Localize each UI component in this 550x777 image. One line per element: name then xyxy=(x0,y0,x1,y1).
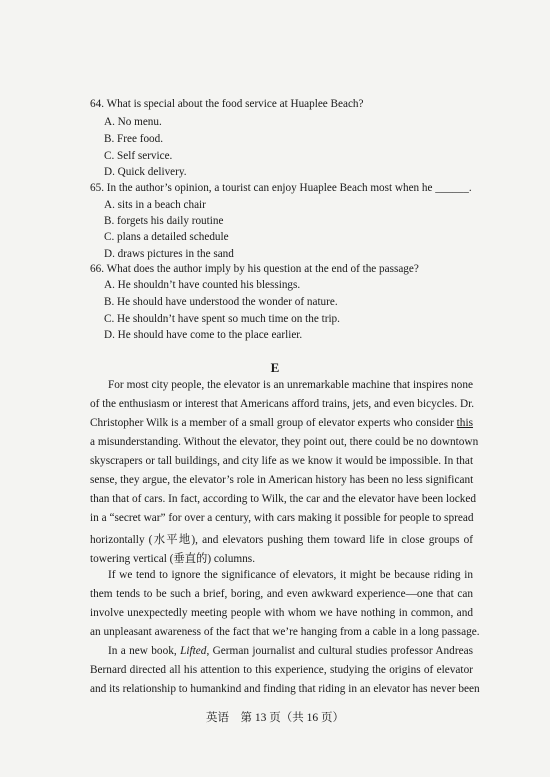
underlined-word-this: this xyxy=(456,417,473,429)
question-64-option-a: A. No menu. xyxy=(104,116,162,128)
question-66-option-b: B. He should have understood the wonder of nature. xyxy=(104,296,338,308)
book-title: Lifted xyxy=(180,645,207,657)
question-64-stem: 64. What is special about the food service at Huaplee Beach? xyxy=(90,98,364,110)
question-65-option-a: A. sits in a beach chair xyxy=(104,199,206,211)
passage-p3-text: In a new book, xyxy=(108,645,177,657)
question-64-option-c: C. Self service. xyxy=(104,150,173,162)
question-66-option-d: D. He should have come to the place earlier. xyxy=(104,329,303,341)
question-66-option-c: C. He shouldn’t have spent so much time on the trip. xyxy=(104,313,340,325)
passage-p1-line: of the enthusiasm or interest that Americans afford trains, jets, and even bicycles. Dr. xyxy=(90,398,475,410)
page-footer: 英语 第 13 页（共 16 页） xyxy=(206,712,344,724)
passage-p1-line: than that of cars. In fact, according to Wilk, the car and the elevator have been locked xyxy=(90,493,477,505)
question-65-option-d: D. draws pictures in the sand xyxy=(104,248,234,260)
question-64-option-b: B. Free food. xyxy=(104,133,164,145)
passage-p1-line: sense, they argue, the elevator’s role in American history has been no less significant xyxy=(90,474,474,486)
passage-p1-line: towering vertical (垂直的) columns. xyxy=(90,553,256,565)
passage-p1-line: skyscrapers or tall buildings, and city life as we know it would be impossible. In that xyxy=(90,455,474,467)
passage-p2-line: an unpleasant awareness of the fact that we’re hanging from a cable in a long passage. xyxy=(90,626,480,638)
passage-p3-line xyxy=(108,645,473,657)
passage-p3-line: and its relationship to humankind and finding that riding in an elevator has never been xyxy=(90,683,480,695)
passage-p2-line: them tends to be such a brief, boring, and even awkward experience—one that can xyxy=(90,588,473,600)
question-65-option-c: C. plans a detailed schedule xyxy=(104,231,229,243)
passage-p2-line: If we tend to ignore the significance of elevators, it might be because riding in xyxy=(108,569,473,581)
passage-p1-line: horizontally (水平地), and elevators pushing them toward life in close groups of xyxy=(90,534,473,546)
passage-p3-line: Bernard directed all his attention to this experience, studying the origins of elevator xyxy=(90,664,473,676)
passage-p1-line: in a “secret war” for over a century, with cars making it possible for people to spread xyxy=(90,512,474,524)
passage-p1-text: Christopher Wilk is a member of a small group of elevator experts who consider xyxy=(90,417,454,429)
passage-p3-text: , German journalist and cultural studies professor Andreas xyxy=(206,645,474,657)
section-heading: E xyxy=(270,360,280,375)
passage-p1-line xyxy=(90,417,473,429)
passage-p1-line: a misunderstanding. Without the elevator, they point out, there could be no downtown xyxy=(90,436,479,448)
question-65-option-b: B. forgets his daily routine xyxy=(104,215,224,227)
passage-p1-line: For most city people, the elevator is an unremarkable machine that inspires none xyxy=(108,379,473,391)
question-64-option-d: D. Quick delivery. xyxy=(104,166,187,178)
passage-p2-line: involve unexpectedly meeting people with whom we have nothing in common, and xyxy=(90,607,473,619)
question-65-stem: 65. In the author’s opinion, a tourist can enjoy Huaplee Beach most when he ______. xyxy=(90,182,472,194)
question-66-stem: 66. What does the author imply by his question at the end of the passage? xyxy=(90,263,419,275)
question-66-option-a: A. He shouldn’t have counted his blessings. xyxy=(104,279,301,291)
